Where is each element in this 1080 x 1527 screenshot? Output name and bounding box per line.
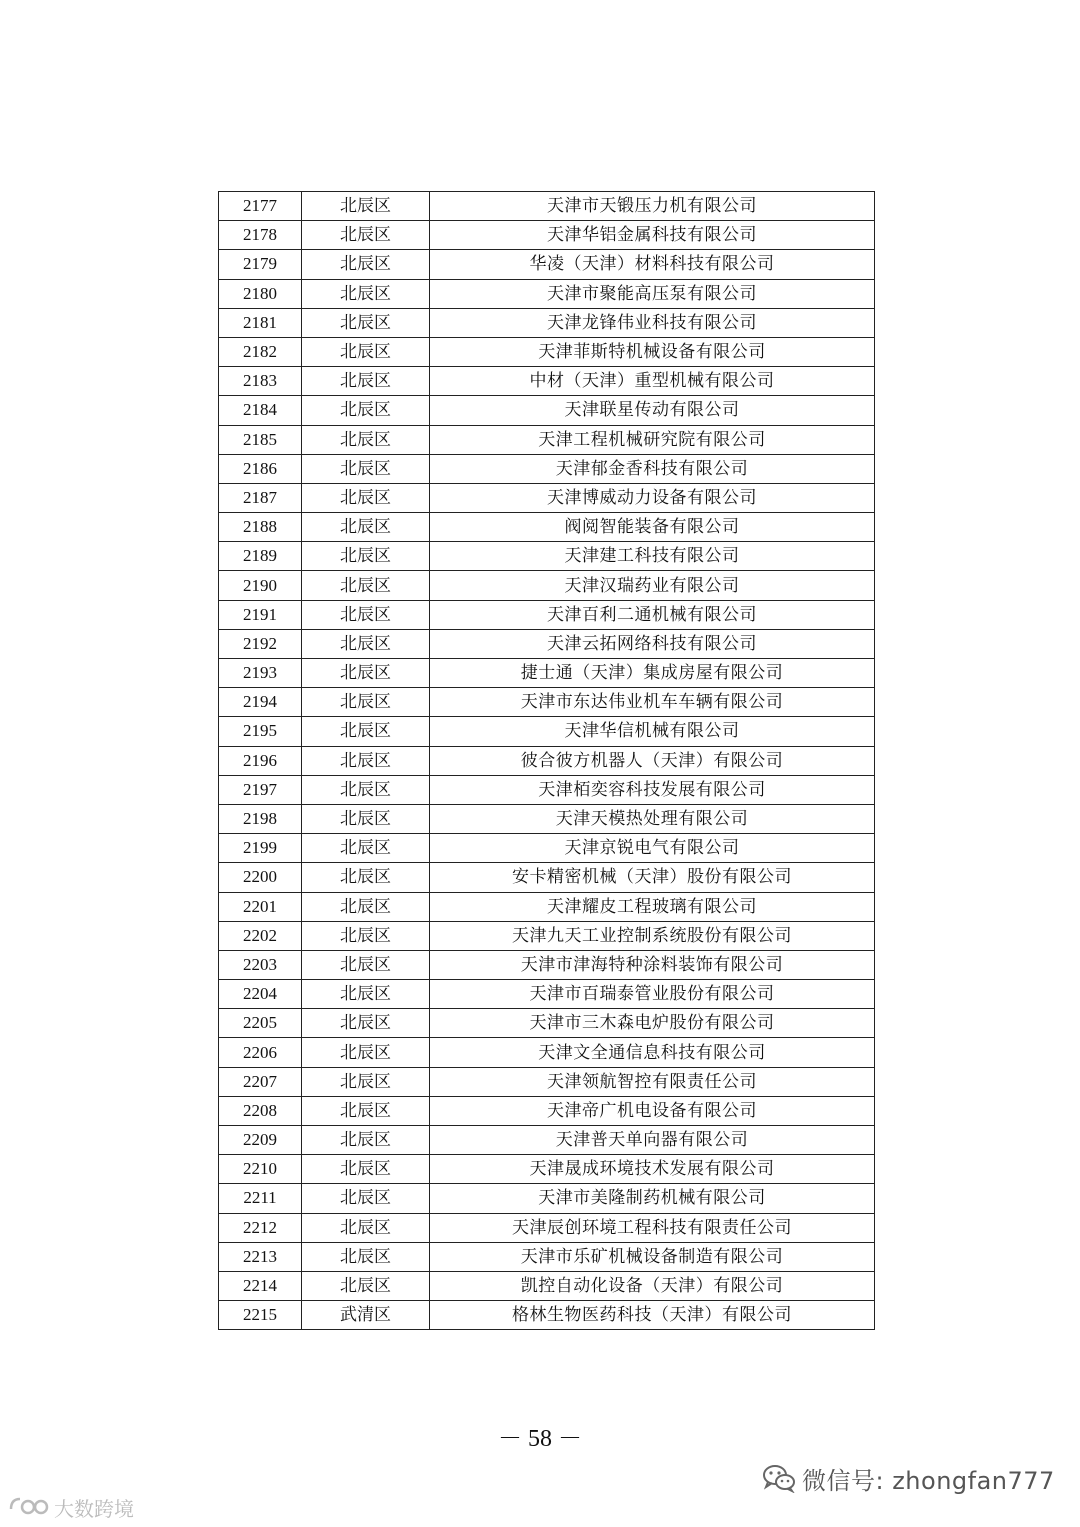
company-name-cell: 天津天模热处理有限公司 bbox=[430, 804, 875, 833]
district-cell: 北辰区 bbox=[302, 250, 430, 279]
district-cell: 北辰区 bbox=[302, 308, 430, 337]
row-number-cell: 2182 bbox=[219, 337, 302, 366]
table-row bbox=[219, 1096, 875, 1125]
company-name-cell: 天津晟成环境技术发展有限公司 bbox=[430, 1155, 875, 1184]
table-row bbox=[219, 425, 875, 454]
table-row bbox=[219, 1184, 875, 1213]
table-row bbox=[219, 980, 875, 1009]
district-cell: 北辰区 bbox=[302, 746, 430, 775]
company-name-cell: 天津博威动力设备有限公司 bbox=[430, 483, 875, 512]
district-cell: 北辰区 bbox=[302, 629, 430, 658]
company-name-cell: 天津联星传动有限公司 bbox=[430, 396, 875, 425]
row-number-cell: 2202 bbox=[219, 921, 302, 950]
company-name-cell: 华凌（天津）材料科技有限公司 bbox=[430, 250, 875, 279]
company-name-cell: 天津华铝金属科技有限公司 bbox=[430, 221, 875, 250]
table-row bbox=[219, 1126, 875, 1155]
district-cell: 北辰区 bbox=[302, 1096, 430, 1125]
company-name-cell: 天津普天单向器有限公司 bbox=[430, 1126, 875, 1155]
district-cell: 北辰区 bbox=[302, 1009, 430, 1038]
table-row bbox=[219, 1038, 875, 1067]
district-cell: 北辰区 bbox=[302, 1271, 430, 1300]
district-cell: 北辰区 bbox=[302, 1126, 430, 1155]
row-number-cell: 2211 bbox=[219, 1184, 302, 1213]
district-cell: 武清区 bbox=[302, 1301, 430, 1330]
district-cell: 北辰区 bbox=[302, 804, 430, 833]
company-name-cell: 天津栢奕容科技发展有限公司 bbox=[430, 775, 875, 804]
table-body bbox=[219, 192, 875, 1330]
row-number-cell: 2207 bbox=[219, 1067, 302, 1096]
district-cell: 北辰区 bbox=[302, 659, 430, 688]
table-row bbox=[219, 1067, 875, 1096]
row-number-cell: 2208 bbox=[219, 1096, 302, 1125]
table-row bbox=[219, 337, 875, 366]
company-name-cell: 天津市津海特种涂料装饰有限公司 bbox=[430, 950, 875, 979]
company-name-cell: 阀阅智能装备有限公司 bbox=[430, 513, 875, 542]
company-name-cell: 天津辰创环境工程科技有限责任公司 bbox=[430, 1213, 875, 1242]
row-number-cell: 2214 bbox=[219, 1271, 302, 1300]
row-number-cell: 2178 bbox=[219, 221, 302, 250]
table-row bbox=[219, 279, 875, 308]
table-row bbox=[219, 688, 875, 717]
company-name-cell: 中材（天津）重型机械有限公司 bbox=[430, 367, 875, 396]
table-row bbox=[219, 308, 875, 337]
company-name-cell: 天津市美隆制药机械有限公司 bbox=[430, 1184, 875, 1213]
company-name-cell: 天津帝广机电设备有限公司 bbox=[430, 1096, 875, 1125]
district-cell: 北辰区 bbox=[302, 950, 430, 979]
table-row bbox=[219, 834, 875, 863]
row-number-cell: 2215 bbox=[219, 1301, 302, 1330]
table-row bbox=[219, 892, 875, 921]
company-name-cell: 天津菲斯特机械设备有限公司 bbox=[430, 337, 875, 366]
company-name-cell: 天津汉瑞药业有限公司 bbox=[430, 571, 875, 600]
district-cell: 北辰区 bbox=[302, 717, 430, 746]
district-cell: 北辰区 bbox=[302, 1184, 430, 1213]
row-number-cell: 2177 bbox=[219, 192, 302, 221]
district-cell: 北辰区 bbox=[302, 396, 430, 425]
row-number-cell: 2196 bbox=[219, 746, 302, 775]
district-cell: 北辰区 bbox=[302, 775, 430, 804]
district-cell: 北辰区 bbox=[302, 513, 430, 542]
table-row bbox=[219, 367, 875, 396]
district-cell: 北辰区 bbox=[302, 425, 430, 454]
row-number-cell: 2186 bbox=[219, 454, 302, 483]
company-name-cell: 格林生物医药科技（天津）有限公司 bbox=[430, 1301, 875, 1330]
district-cell: 北辰区 bbox=[302, 980, 430, 1009]
district-cell: 北辰区 bbox=[302, 571, 430, 600]
table-row bbox=[219, 221, 875, 250]
row-number-cell: 2188 bbox=[219, 513, 302, 542]
table-row bbox=[219, 717, 875, 746]
company-name-cell: 天津耀皮工程玻璃有限公司 bbox=[430, 892, 875, 921]
company-name-cell: 捷士通（天津）集成房屋有限公司 bbox=[430, 659, 875, 688]
company-name-cell: 天津市聚能高压泵有限公司 bbox=[430, 279, 875, 308]
row-number-cell: 2181 bbox=[219, 308, 302, 337]
table-row bbox=[219, 950, 875, 979]
district-cell: 北辰区 bbox=[302, 1038, 430, 1067]
row-number-cell: 2199 bbox=[219, 834, 302, 863]
table-row bbox=[219, 542, 875, 571]
table-row bbox=[219, 1213, 875, 1242]
row-number-cell: 2210 bbox=[219, 1155, 302, 1184]
company-name-cell: 天津龙锋伟业科技有限公司 bbox=[430, 308, 875, 337]
company-name-cell: 天津京锐电气有限公司 bbox=[430, 834, 875, 863]
row-number-cell: 2183 bbox=[219, 367, 302, 396]
company-name-cell: 天津百利二通机械有限公司 bbox=[430, 600, 875, 629]
district-cell: 北辰区 bbox=[302, 921, 430, 950]
table-row bbox=[219, 1242, 875, 1271]
row-number-cell: 2213 bbox=[219, 1242, 302, 1271]
row-number-cell: 2203 bbox=[219, 950, 302, 979]
company-name-cell: 天津郁金香科技有限公司 bbox=[430, 454, 875, 483]
district-cell: 北辰区 bbox=[302, 892, 430, 921]
table-row bbox=[219, 1271, 875, 1300]
company-name-cell: 天津文全通信息科技有限公司 bbox=[430, 1038, 875, 1067]
table-row bbox=[219, 921, 875, 950]
row-number-cell: 2189 bbox=[219, 542, 302, 571]
table-row bbox=[219, 1155, 875, 1184]
company-name-cell: 天津云拓网络科技有限公司 bbox=[430, 629, 875, 658]
district-cell: 北辰区 bbox=[302, 834, 430, 863]
table-row bbox=[219, 746, 875, 775]
district-cell: 北辰区 bbox=[302, 863, 430, 892]
row-number-cell: 2191 bbox=[219, 600, 302, 629]
row-number-cell: 2209 bbox=[219, 1126, 302, 1155]
company-name-cell: 天津建工科技有限公司 bbox=[430, 542, 875, 571]
row-number-cell: 2198 bbox=[219, 804, 302, 833]
table-row bbox=[219, 483, 875, 512]
district-cell: 北辰区 bbox=[302, 1155, 430, 1184]
district-cell: 北辰区 bbox=[302, 367, 430, 396]
company-name-cell: 天津华信机械有限公司 bbox=[430, 717, 875, 746]
logo-icon bbox=[8, 1495, 50, 1519]
table-row bbox=[219, 863, 875, 892]
district-cell: 北辰区 bbox=[302, 192, 430, 221]
district-cell: 北辰区 bbox=[302, 454, 430, 483]
row-number-cell: 2205 bbox=[219, 1009, 302, 1038]
district-cell: 北辰区 bbox=[302, 221, 430, 250]
row-number-cell: 2179 bbox=[219, 250, 302, 279]
row-number-cell: 2192 bbox=[219, 629, 302, 658]
company-name-cell: 天津九天工业控制系统股份有限公司 bbox=[430, 921, 875, 950]
wechat-icon bbox=[762, 1463, 796, 1493]
row-number-cell: 2206 bbox=[219, 1038, 302, 1067]
district-cell: 北辰区 bbox=[302, 688, 430, 717]
row-number-cell: 2194 bbox=[219, 688, 302, 717]
table-row bbox=[219, 250, 875, 279]
wechat-id-text: 微信号: zhongfan777 bbox=[802, 1466, 1055, 1495]
row-number-cell: 2201 bbox=[219, 892, 302, 921]
district-cell: 北辰区 bbox=[302, 1242, 430, 1271]
district-cell: 北辰区 bbox=[302, 1213, 430, 1242]
row-number-cell: 2195 bbox=[219, 717, 302, 746]
district-cell: 北辰区 bbox=[302, 279, 430, 308]
company-table bbox=[218, 191, 875, 1330]
company-name-cell: 天津市百瑞泰管业股份有限公司 bbox=[430, 980, 875, 1009]
district-cell: 北辰区 bbox=[302, 600, 430, 629]
table-row bbox=[219, 804, 875, 833]
table-row bbox=[219, 571, 875, 600]
row-number-cell: 2204 bbox=[219, 980, 302, 1009]
corner-watermark-text: 大数跨境 bbox=[54, 1496, 134, 1521]
company-name-cell: 天津领航智控有限责任公司 bbox=[430, 1067, 875, 1096]
company-name-cell: 天津市乐矿机械设备制造有限公司 bbox=[430, 1242, 875, 1271]
district-cell: 北辰区 bbox=[302, 337, 430, 366]
row-number-cell: 2212 bbox=[219, 1213, 302, 1242]
table-row bbox=[219, 396, 875, 425]
table-row bbox=[219, 192, 875, 221]
table-row bbox=[219, 513, 875, 542]
company-name-cell: 天津市东达伟业机车车辆有限公司 bbox=[430, 688, 875, 717]
district-cell: 北辰区 bbox=[302, 542, 430, 571]
table-row bbox=[219, 629, 875, 658]
table-row bbox=[219, 775, 875, 804]
row-number-cell: 2200 bbox=[219, 863, 302, 892]
company-name-cell: 安卡精密机械（天津）股份有限公司 bbox=[430, 863, 875, 892]
row-number-cell: 2187 bbox=[219, 483, 302, 512]
page-number: － 58 － bbox=[498, 1426, 582, 1452]
row-number-cell: 2197 bbox=[219, 775, 302, 804]
wechat-watermark bbox=[762, 1460, 1055, 1496]
table-row bbox=[219, 659, 875, 688]
row-number-cell: 2190 bbox=[219, 571, 302, 600]
district-cell: 北辰区 bbox=[302, 1067, 430, 1096]
table-row bbox=[219, 1301, 875, 1330]
table-row bbox=[219, 1009, 875, 1038]
row-number-cell: 2193 bbox=[219, 659, 302, 688]
company-name-cell: 天津市三木森电炉股份有限公司 bbox=[430, 1009, 875, 1038]
row-number-cell: 2185 bbox=[219, 425, 302, 454]
row-number-cell: 2180 bbox=[219, 279, 302, 308]
company-name-cell: 彼合彼方机器人（天津）有限公司 bbox=[430, 746, 875, 775]
corner-watermark bbox=[8, 1494, 134, 1520]
company-name-cell: 天津市天锻压力机有限公司 bbox=[430, 192, 875, 221]
company-name-cell: 凯控自动化设备（天津）有限公司 bbox=[430, 1271, 875, 1300]
table-row bbox=[219, 454, 875, 483]
district-cell: 北辰区 bbox=[302, 483, 430, 512]
table-row bbox=[219, 600, 875, 629]
company-name-cell: 天津工程机械研究院有限公司 bbox=[430, 425, 875, 454]
row-number-cell: 2184 bbox=[219, 396, 302, 425]
